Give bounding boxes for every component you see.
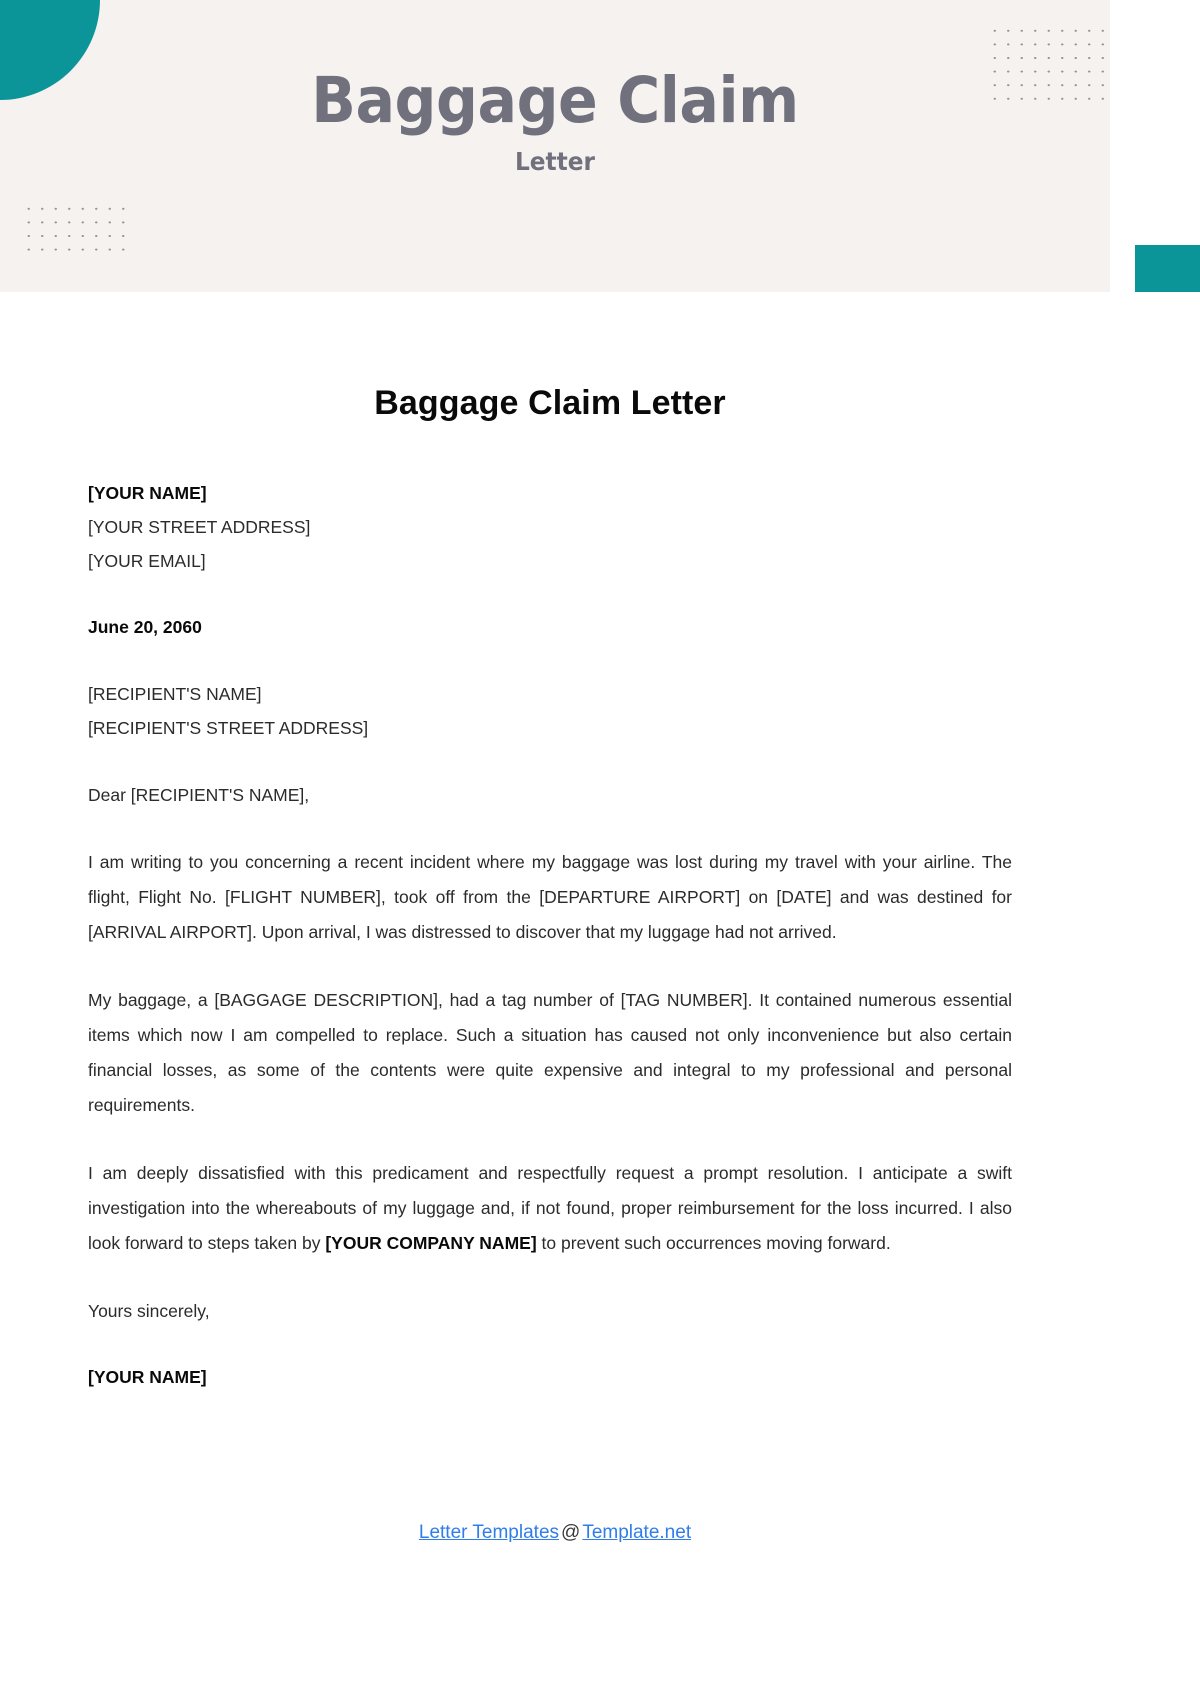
company-name-placeholder: [YOUR COMPANY NAME] <box>325 1232 537 1253</box>
sender-street-address: [YOUR STREET ADDRESS] <box>88 517 311 538</box>
footer-link-template-net[interactable]: Template.net <box>582 1522 692 1543</box>
sender-email: [YOUR EMAIL] <box>88 551 206 572</box>
signature-name: [YOUR NAME] <box>88 1367 207 1387</box>
recipient-address-block <box>88 677 1012 745</box>
page-title: Baggage Claim Letter <box>374 384 726 422</box>
footer <box>0 1522 1110 1544</box>
body-paragraph-2: My baggage, a [BAGGAGE DESCRIPTION], had a tag number of [TAG NUMBER]. It contained numerous essential items which now I am compelled to replace. Such a situation has caused not only inconvenience but also certain financial losses, as some of the contents were quite expensive and integral to my professional and personal requirements. <box>88 989 1012 1115</box>
salutation: Dear [RECIPIENT'S NAME], <box>88 784 310 805</box>
sender-name: [YOUR NAME] <box>88 483 207 503</box>
sender-address-block <box>88 476 1012 578</box>
recipient-name: [RECIPIENT'S NAME] <box>88 683 262 704</box>
footer-link-letter-templates[interactable]: Letter Templates <box>418 1522 560 1543</box>
paragraph-3-text-after: to prevent such occurrences moving forward. <box>536 1232 891 1253</box>
header-title: Baggage Claim <box>311 64 799 137</box>
closing-line: Yours sincerely, <box>88 1300 210 1321</box>
header-title-group <box>0 0 1110 174</box>
recipient-street-address: [RECIPIENT'S STREET ADDRESS] <box>88 717 369 738</box>
letter-body <box>88 292 1012 1394</box>
body-paragraph-1: I am writing to you concerning a recent incident where my baggage was lost during my travel with your airline. The flight, Flight No. [FLIGHT NUMBER], took off from the [DEPARTURE AIRPORT] on [DATE] and was destined for [ARRIVAL AIRPORT]. Upon arrival, I was distressed to discover that my luggage had not arrived. <box>88 851 1012 942</box>
teal-rectangle-decoration <box>1135 245 1200 292</box>
dot-grid-bottom-left-decoration <box>22 202 130 262</box>
header-band <box>0 0 1110 292</box>
paragraph-3-text-before: I am deeply dissatisfied with this predicament and respectfully request a prompt resolution. I anticipate a swift investigation into the whereabouts of my luggage and, if not found, proper reimbursement for the loss incurred. I also look forward to steps taken by <box>88 1162 1012 1253</box>
footer-separator: @ <box>561 1522 581 1543</box>
body-paragraph-3 <box>88 1156 1012 1261</box>
header-subtitle: Letter <box>514 147 596 176</box>
letter-date: June 20, 2060 <box>88 617 202 638</box>
